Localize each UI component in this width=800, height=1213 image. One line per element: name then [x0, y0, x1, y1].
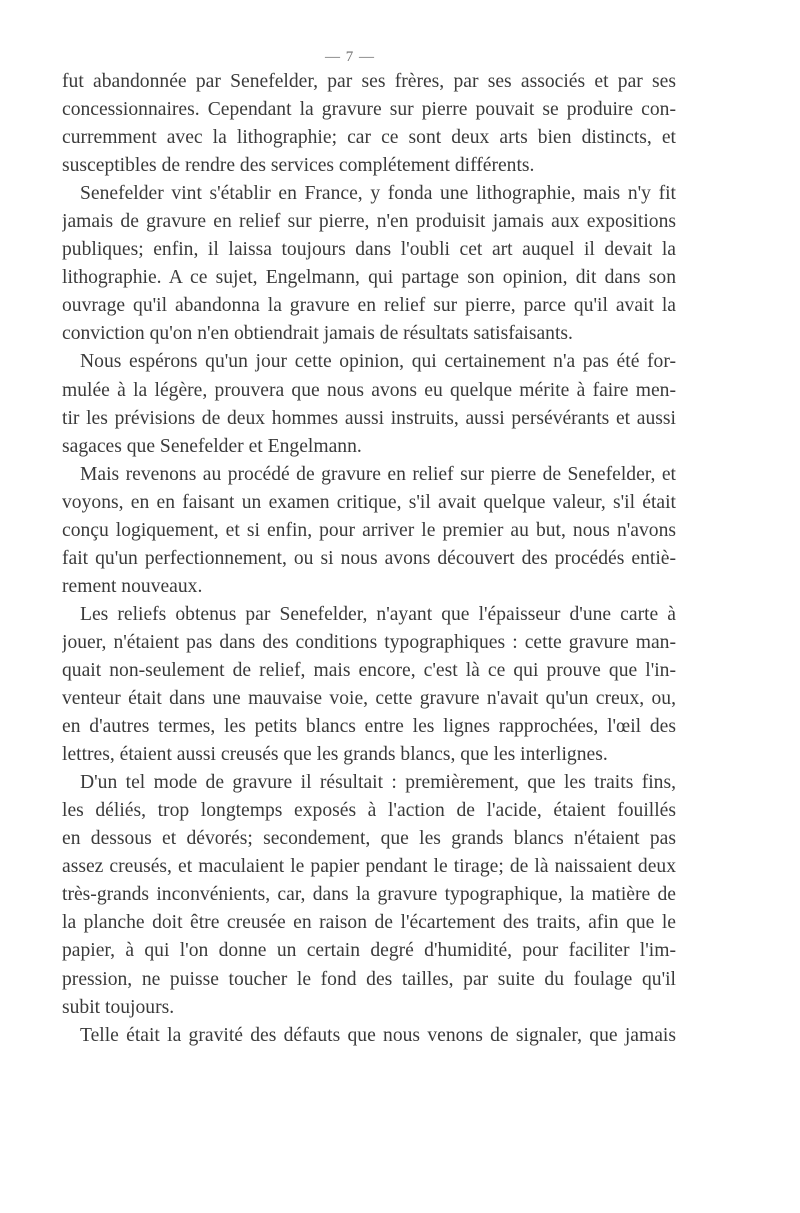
text-line: subit toujours.: [62, 996, 175, 1018]
text-line: conviction qu'on n'en obtiendrait jamais de résultats satisfaisants.: [62, 323, 573, 345]
text-line: sagaces que Senefelder et Engelmann.: [62, 435, 362, 457]
body-text: [62, 68, 676, 1050]
text-line: très-grands inconvénients, car, dans la gravure typographique, la matière de: [62, 884, 676, 906]
text-line: Nous espérons qu'un jour cette opinion, qui certainement n'a pas été for-: [80, 351, 676, 373]
text-line: en dessous et dévorés; secondement, que les grands blancs n'étaient pas: [62, 828, 676, 850]
text-line: lithographie. A ce sujet, Engelmann, qui partage son opinion, dit dans son: [62, 267, 676, 289]
text-line: Mais revenons au procédé de gravure en relief sur pierre de Senefelder, et: [80, 463, 676, 485]
text-line: jamais de gravure en relief sur pierre, n'en produisit jamais aux expositions: [62, 211, 676, 233]
text-line: fut abandonnée par Senefelder, par ses frères, par ses associés et par ses: [62, 71, 676, 92]
text-line: concessionnaires. Cependant la gravure sur pierre pouvait se produire con-: [62, 99, 676, 121]
text-line: assez creusés, et maculaient le papier pendant le tirage; de là naissaient deux: [62, 856, 676, 878]
text-line: conçu logiquement, et si enfin, pour arriver le premier au but, nous n'avons: [62, 519, 676, 541]
text-line: lettres, étaient aussi creusés que les grands blancs, que les interlignes.: [62, 744, 608, 766]
text-line: pression, ne puisse toucher le fond des tailles, par suite du foulage qu'il: [62, 968, 676, 990]
text-line: susceptibles de rendre des services complétement différents.: [62, 155, 535, 177]
text-line: en d'autres termes, les petits blancs entre les lignes rapprochées, l'œil des: [62, 716, 676, 738]
page-number: — 7 —: [325, 49, 375, 65]
text-line: Senefelder vint s'établir en France, y fonda une lithographie, mais n'y fit: [80, 183, 676, 205]
text-line: publiques; enfin, il laissa toujours dans l'oubli cet art auquel il devait la: [62, 239, 676, 261]
text-line: mulée à la légère, prouvera que nous avons eu quelque mérite à faire men-: [62, 379, 676, 401]
text-line: Telle était la gravité des défauts que nous venons de signaler, que jamais: [80, 1024, 676, 1046]
text-line: tir les prévisions de deux hommes aussi instruits, aussi persévérants et aussi: [62, 407, 676, 429]
text-line: quait non-seulement de relief, mais encore, c'est là ce qui prouve que l'in-: [62, 659, 676, 681]
text-line: venteur était dans une mauvaise voie, cette gravure n'avait qu'un creux, ou,: [62, 688, 676, 710]
text-line: D'un tel mode de gravure il résultait : premièrement, que les traits fins,: [80, 772, 676, 794]
text-line: fait qu'un perfectionnement, ou si nous avons découvert des procédés entiè-: [62, 547, 676, 569]
text-line: jouer, n'étaient pas dans des conditions typographiques : cette gravure man-: [62, 631, 676, 653]
text-line: rement nouveaux.: [62, 575, 203, 597]
text-line: papier, à qui l'on donne un certain degré d'humidité, pour faciliter l'im-: [62, 940, 676, 962]
text-line: curremment avec la lithographie; car ce sont deux arts bien distincts, et: [62, 127, 676, 149]
text-line: ouvrage qu'il abandonna la gravure en relief sur pierre, parce qu'il avait la: [62, 295, 676, 317]
text-line: Les reliefs obtenus par Senefelder, n'ayant que l'épaisseur d'une carte à: [80, 603, 676, 625]
text-line: voyons, en en faisant un examen critique, s'il avait quelque valeur, s'il était: [62, 491, 676, 513]
text-line: la planche doit être creusée en raison de l'écartement des traits, afin que le: [62, 912, 676, 934]
text-line: les déliés, trop longtemps exposés à l'action de l'acide, étaient fouillés: [62, 800, 676, 822]
